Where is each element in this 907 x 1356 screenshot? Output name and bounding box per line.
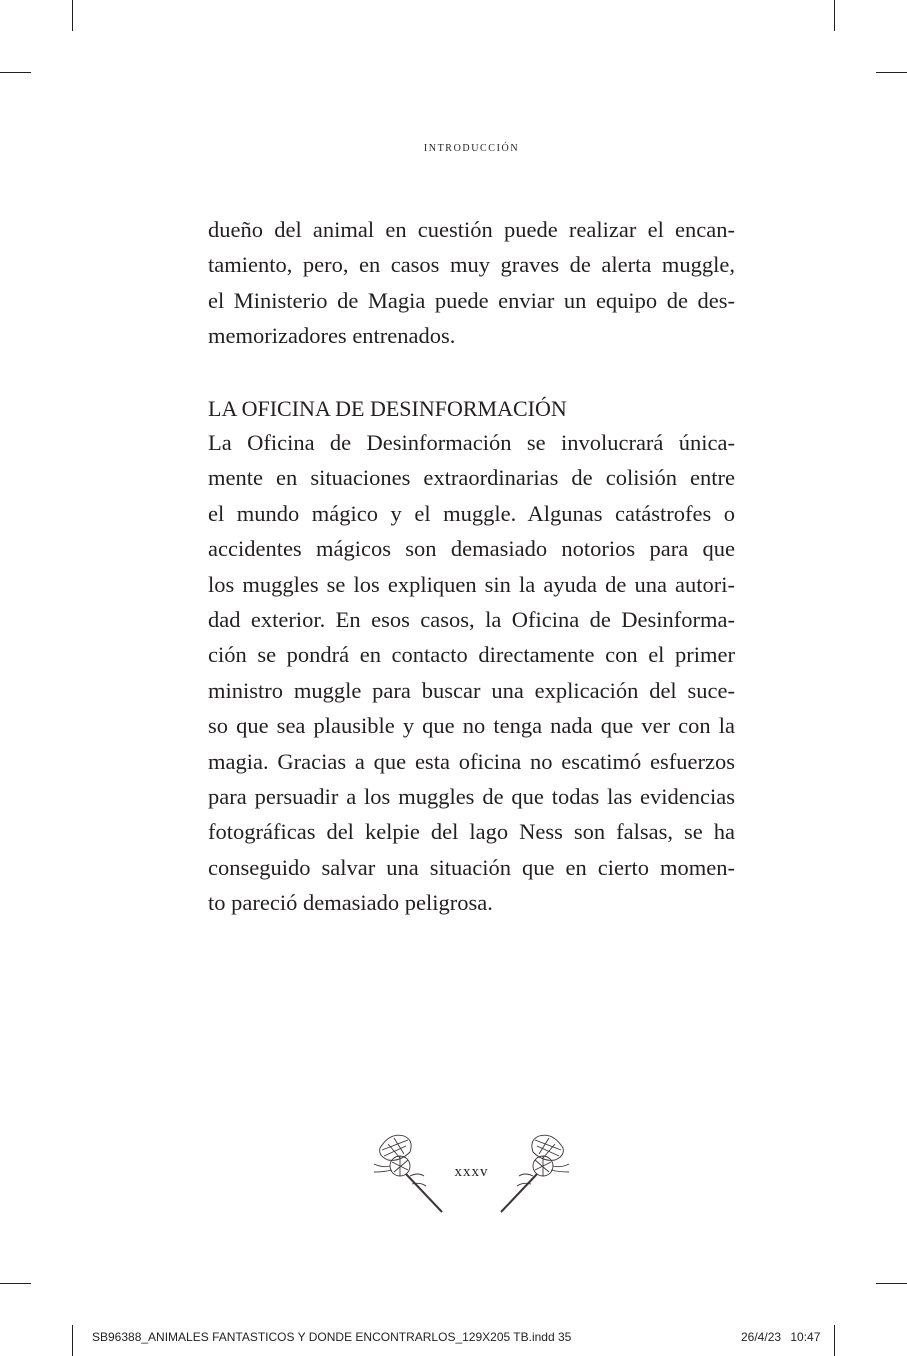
crop-mark <box>834 1325 835 1356</box>
text-line: mente en situaciones extraordinarias de colisión entre <box>208 465 735 491</box>
crop-mark <box>876 72 907 73</box>
crop-mark <box>72 1325 73 1356</box>
thistle-ornament-icon <box>495 1128 573 1216</box>
text-line: para persuadir a los muggles de que todas las evidencias <box>208 783 735 809</box>
crop-mark <box>0 1283 31 1284</box>
text-line: el Ministerio de Magia puede enviar un equipo de des- <box>208 287 735 313</box>
slug-datetime: 26/4/23 10:47 <box>741 1330 821 1344</box>
crop-mark <box>834 0 835 31</box>
text-line: La Oficina de Desinformación se involucrará única- <box>208 430 735 455</box>
slug-filename: SB96388_ANIMALES FANTASTICOS Y DONDE ENCONTRARLOS_129X205 TB.indd 35 <box>92 1330 572 1344</box>
page-number: xxxv <box>454 1164 489 1180</box>
text-line: conseguido salvar una situación que en cierto momen- <box>208 854 735 880</box>
text-line: magia. Gracias a que esta oficina no escatimó esfuerzos <box>208 748 735 774</box>
text-line: ción se pondrá en contacto directamente con el primer <box>208 642 735 668</box>
text-line: memorizadores entrenados. <box>208 323 456 349</box>
text-line: accidentes mágicos son demasiado notorios para que <box>208 536 735 562</box>
paragraph-intro-ending <box>208 212 735 354</box>
paragraph-oficina <box>208 425 735 920</box>
text-line: tamiento, pero, en casos muy graves de alerta muggle, <box>208 252 735 278</box>
text-line: fotográficas del kelpie del lago Ness son falsas, se ha <box>208 819 735 845</box>
text-line: dueño del animal en cuestión puede realizar el encan- <box>208 217 735 242</box>
crop-mark <box>72 0 73 31</box>
running-head: introducción <box>423 140 520 155</box>
section-heading: LA OFICINA DE DESINFORMACIÓN <box>208 396 567 421</box>
text-line: el mundo mágico y el muggle. Algunas catástrofes o <box>208 500 735 526</box>
text-line: ministro muggle para buscar una explicación del suce- <box>208 677 735 703</box>
text-line: los muggles se los expliquen sin la ayuda de una autori- <box>208 571 735 597</box>
text-line: dad exterior. En esos casos, la Oficina de Desinforma- <box>208 606 735 632</box>
text-line: so que sea plausible y que no tenga nada que ver con la <box>208 713 735 739</box>
crop-mark <box>0 72 31 73</box>
crop-mark <box>876 1283 907 1284</box>
text-line: to pareció demasiado peligrosa. <box>208 890 493 916</box>
